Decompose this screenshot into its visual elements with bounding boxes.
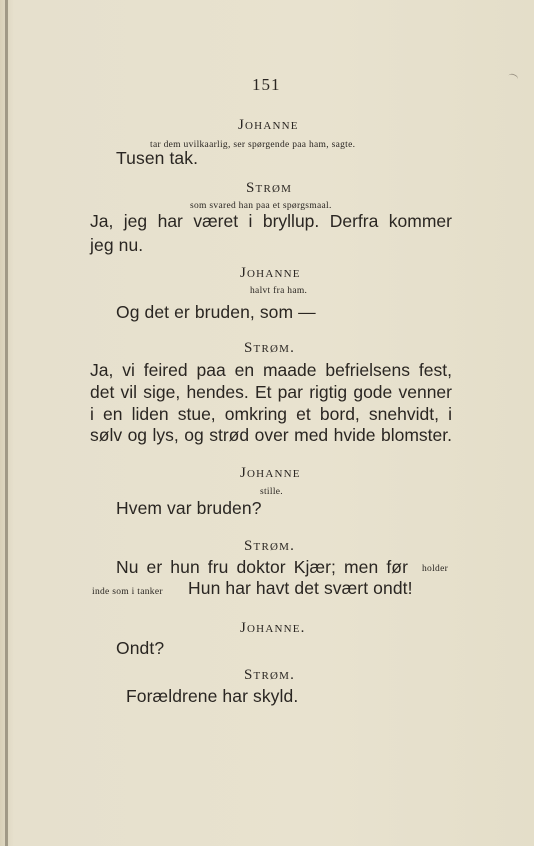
dialogue-line: Ondt?	[116, 638, 165, 658]
page-spine-edge	[5, 0, 8, 846]
page-number: 151	[252, 75, 281, 94]
stage-direction: som svared han paa et spørgsmaal.	[190, 201, 332, 211]
dialogue-line: sølv og lys, og strød over med hvide blomster.	[90, 425, 452, 445]
speaker-name: Johanne	[240, 465, 301, 481]
stage-direction: stille.	[260, 487, 283, 497]
stage-direction: holder	[422, 564, 449, 574]
dialogue-line: i en liden stue, omkring et bord, snehvidt, i	[90, 404, 452, 424]
speaker-name: Strøm.	[244, 667, 296, 683]
dialogue-line: Og det er bruden, som —	[116, 302, 316, 322]
speaker-name: Strøm.	[244, 538, 296, 554]
speaker-name: Johanne	[240, 265, 301, 281]
speaker-name: Strøm	[246, 180, 293, 196]
dialogue-line: Nu er hun fru doktor Kjær; men før	[116, 557, 408, 577]
corner-mark	[507, 73, 519, 83]
dialogue-line: Hun har havt det svært ondt!	[188, 578, 413, 598]
stage-direction: tar dem uvilkaarlig, ser spørgende paa ham, sagte.	[150, 140, 356, 150]
dialogue-line: Ja, vi feired paa en maade befrielsens fest,	[90, 360, 452, 380]
dialogue-line: Forældrene har skyld.	[126, 686, 299, 706]
stage-direction: halvt fra ham.	[250, 286, 308, 296]
dialogue-line: Tusen tak.	[116, 148, 199, 168]
speaker-name: Johanne	[238, 117, 299, 133]
dialogue-line: jeg nu.	[90, 235, 144, 255]
dialogue-line: det vil sige, hendes. Et par rigtig gode venner	[90, 382, 452, 402]
stage-direction: inde som i tanker	[92, 587, 163, 597]
speaker-name: Johanne.	[240, 620, 306, 636]
speaker-name: Strøm.	[244, 340, 296, 356]
dialogue-line: Hvem var bruden?	[116, 498, 262, 518]
dialogue-line: Ja, jeg har været i bryllup. Derfra kommer	[90, 211, 452, 231]
